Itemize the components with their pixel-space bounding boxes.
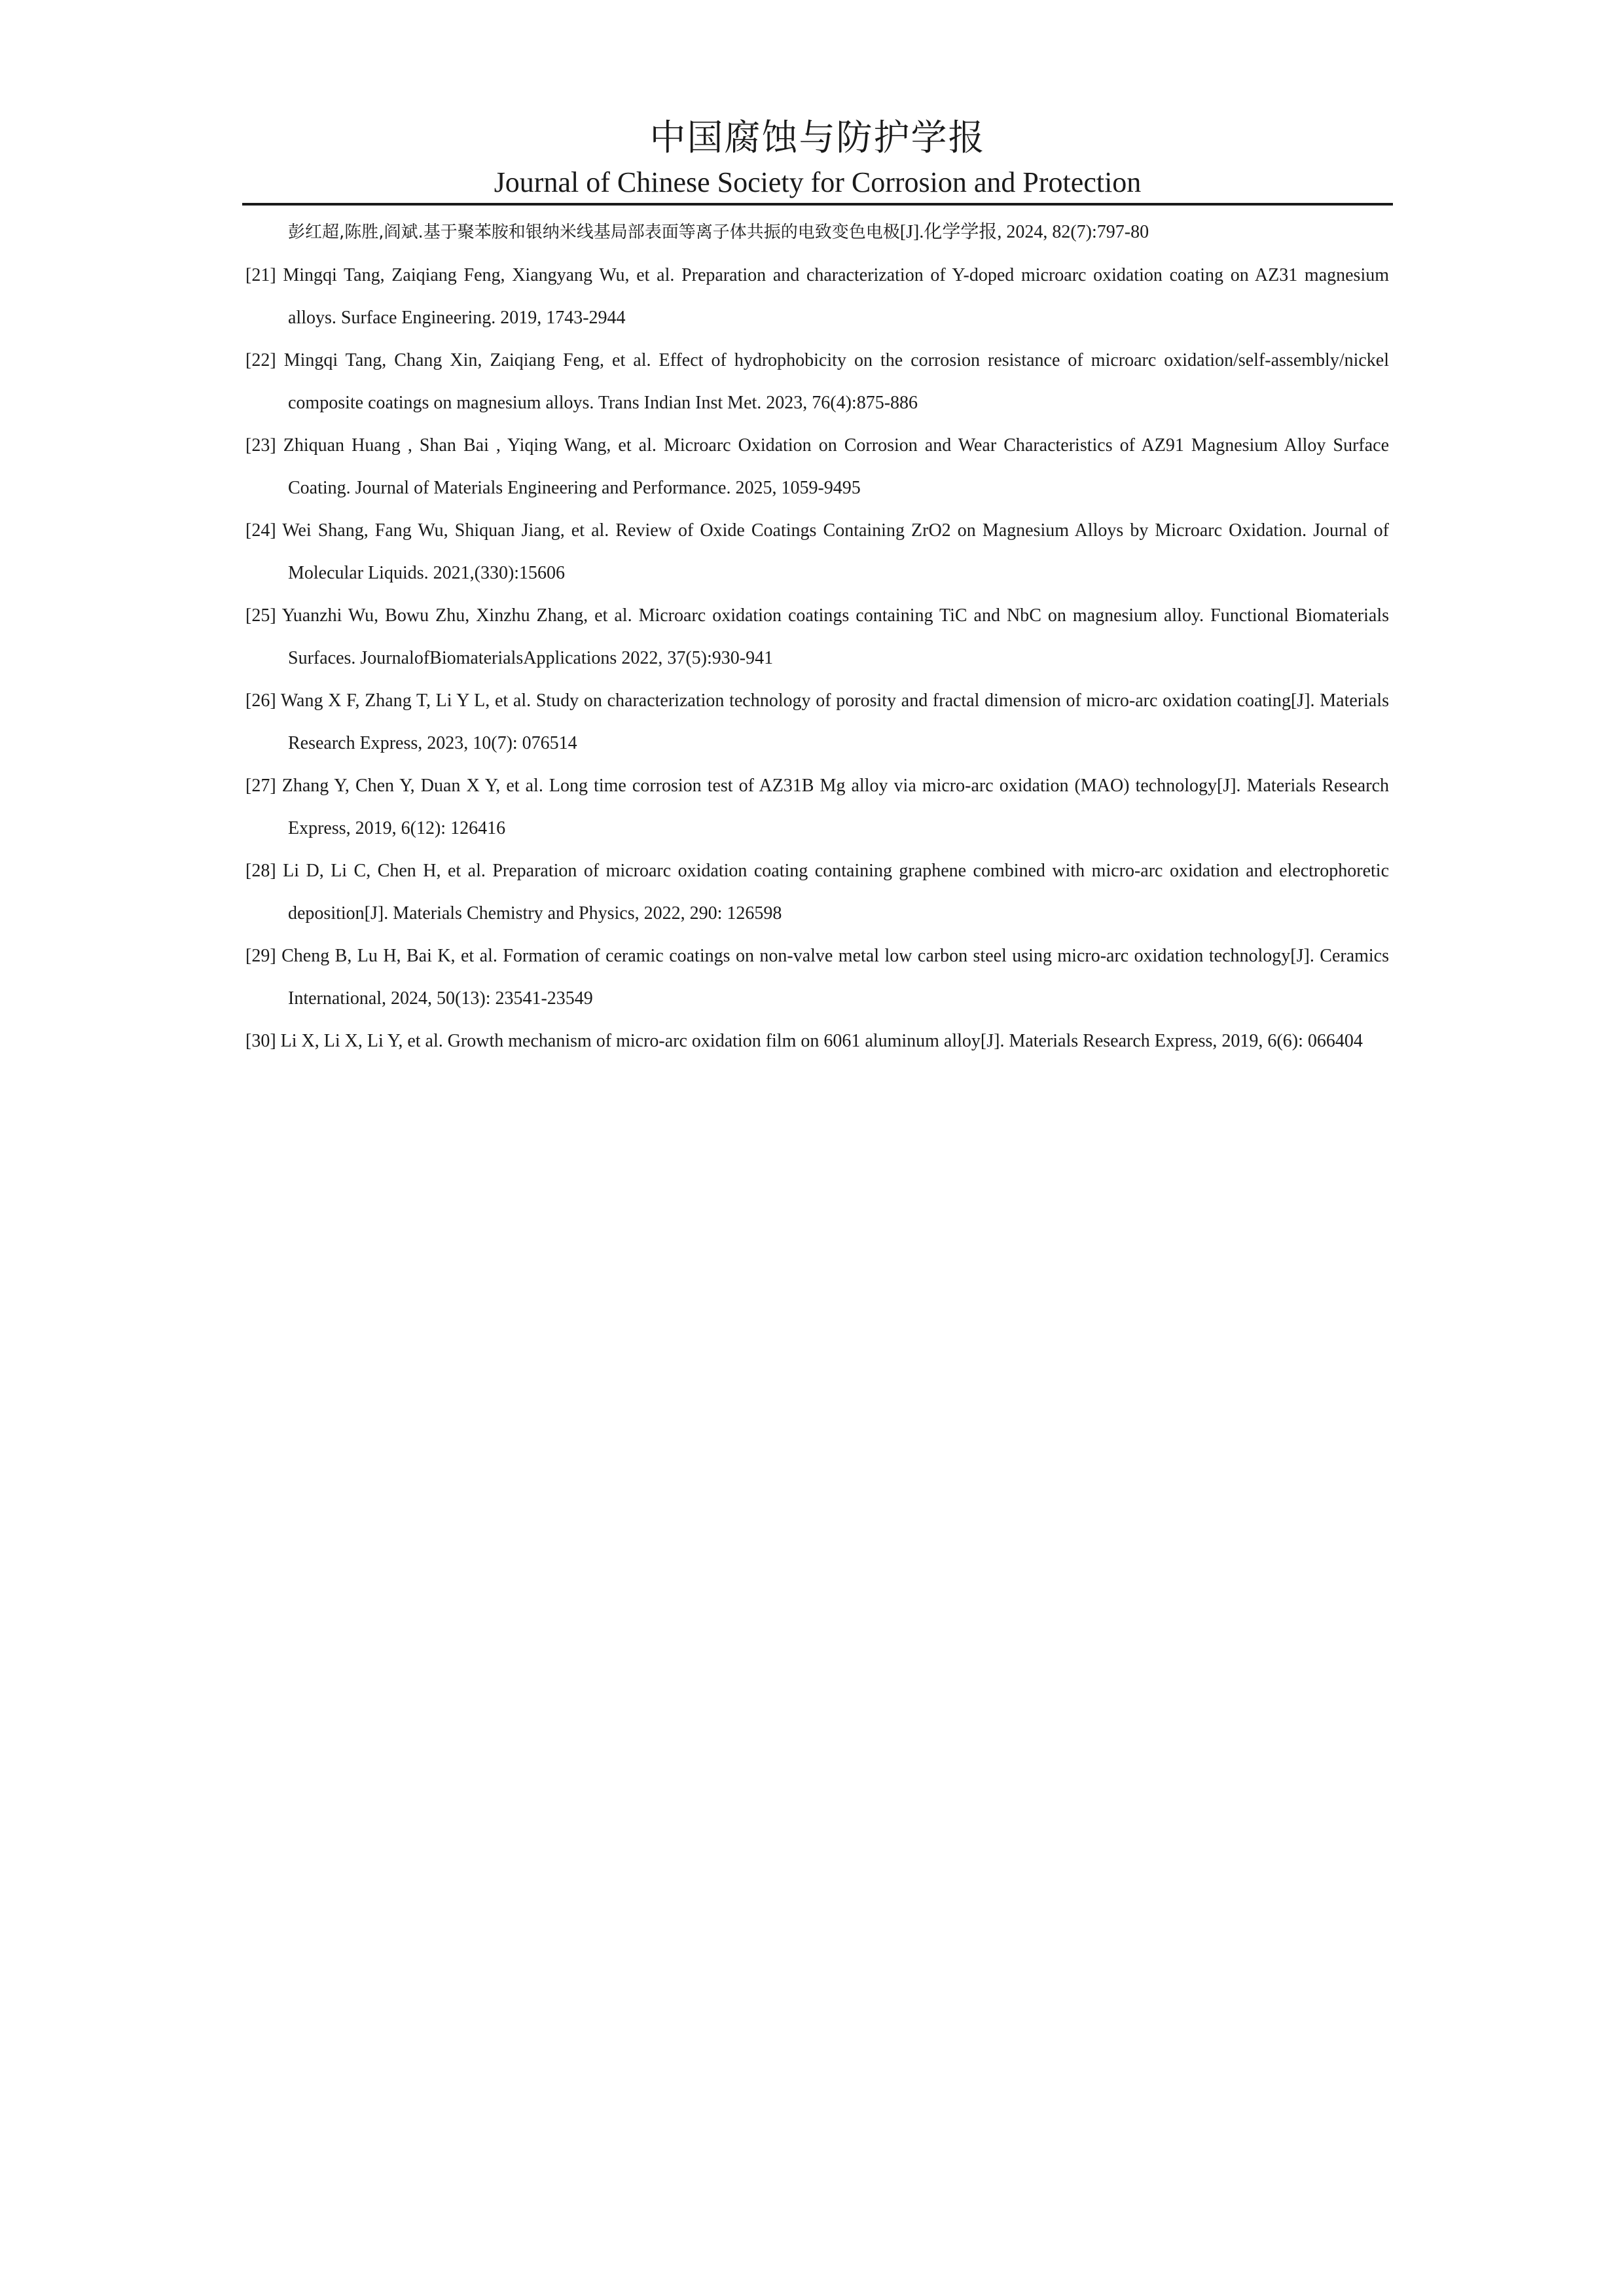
reference-text: Yuanzhi Wu, Bowu Zhu, Xinzhu Zhang, et al. Microarc oxidation coatings containing TiC and NbC on magnesium alloy. Functional Biomaterials Surfaces. JournalofBiomaterialsApplications 2022, 37(5):930-941 bbox=[281, 605, 1389, 668]
reference-item bbox=[245, 764, 1389, 850]
reference-item bbox=[245, 254, 1389, 339]
reference-number: [24] bbox=[245, 520, 276, 541]
header-rule bbox=[242, 203, 1393, 206]
reference-number: [21] bbox=[245, 265, 276, 285]
reference-number: [29] bbox=[245, 946, 276, 966]
reference-text: Wang X F, Zhang T, Li Y L, et al. Study on characterization technology of porosity and fractal dimension of micro-arc oxidation coating[J]. Materials Research Express, 2023, 10(7): 076514 bbox=[280, 691, 1389, 753]
reference-item bbox=[245, 1020, 1389, 1062]
reference-text: Zhang Y, Chen Y, Duan X Y, et al. Long time corrosion test of AZ31B Mg alloy via micro-arc oxidation (MAO) technology[J]. Materials Research Express, 2019, 6(12): 126416 bbox=[281, 776, 1389, 838]
reference-number: [27] bbox=[245, 776, 276, 796]
reference-text: Li X, Li X, Li Y, et al. Growth mechanism of micro-arc oxidation film on 6061 aluminum alloy[J]. Materials Research Express, 2019, 6(6): 066404 bbox=[280, 1031, 1363, 1051]
reference-item bbox=[245, 509, 1389, 594]
reference-list bbox=[245, 211, 1389, 1062]
reference-number: [28] bbox=[245, 861, 276, 881]
reference-text: Zhiquan Huang , Shan Bai , Yiqing Wang, et al. Microarc Oxidation on Corrosion and Wear Characteristics of AZ91 Magnesium Alloy Surface Coating. Journal of Materials Engineering and Performance. 2025, 1059-9495 bbox=[283, 435, 1389, 498]
reference-text: Li D, Li C, Chen H, et al. Preparation of microarc oxidation coating containing graphene combined with micro-arc oxidation and electrophoretic deposition[J]. Materials Chemistry and Physics, 2022, 290: 126598 bbox=[283, 861, 1389, 924]
reference-item bbox=[245, 424, 1389, 509]
reference-item bbox=[245, 594, 1389, 679]
reference-continuation-chinese: 彭红超,陈胜,阎斌.基于聚苯胺和银纳米线基局部表面等离子体共振的电致变色电极 bbox=[288, 223, 900, 242]
reference-continuation-tail: [J].化学学报, 2024, 82(7):797-80 bbox=[899, 222, 1149, 242]
journal-header bbox=[242, 111, 1393, 202]
reference-text: Mingqi Tang, Chang Xin, Zaiqiang Feng, et al. Effect of hydrophobicity on the corrosion resistance of microarc oxidation/self-assembly/nickel composite coatings on magnesium alloys. Trans Indian Inst Met. 2023, 76(4):875-886 bbox=[283, 350, 1390, 413]
reference-text: Mingqi Tang, Zaiqiang Feng, Xiangyang Wu, et al. Preparation and characterization of Y-doped microarc oxidation coating on AZ31 magnesium alloys. Surface Engineering. 2019, 1743-2944 bbox=[283, 265, 1389, 328]
reference-number: [30] bbox=[245, 1031, 276, 1051]
journal-title-english: Journal of Chinese Society for Corrosion and Protection bbox=[494, 166, 1142, 198]
reference-number: [22] bbox=[245, 350, 276, 370]
reference-item bbox=[245, 339, 1389, 424]
reference-number: [23] bbox=[245, 435, 276, 456]
reference-item bbox=[245, 679, 1389, 764]
reference-continuation bbox=[245, 211, 1389, 254]
reference-item bbox=[245, 850, 1389, 935]
reference-text: Wei Shang, Fang Wu, Shiquan Jiang, et al. Review of Oxide Coatings Containing ZrO2 on Magnesium Alloys by Microarc Oxidation. Journal of Molecular Liquids. 2021,(330):15606 bbox=[282, 520, 1389, 583]
journal-title-chinese: 中国腐蚀与防护学报 bbox=[649, 117, 986, 158]
reference-number: [25] bbox=[245, 605, 276, 626]
reference-text: Cheng B, Lu H, Bai K, et al. Formation of ceramic coatings on non-valve metal low carbon steel using micro-arc oxidation technology[J]. Ceramics International, 2024, 50(13): 23541-23549 bbox=[281, 946, 1390, 1009]
reference-item bbox=[245, 935, 1389, 1020]
reference-number: [26] bbox=[245, 691, 276, 711]
